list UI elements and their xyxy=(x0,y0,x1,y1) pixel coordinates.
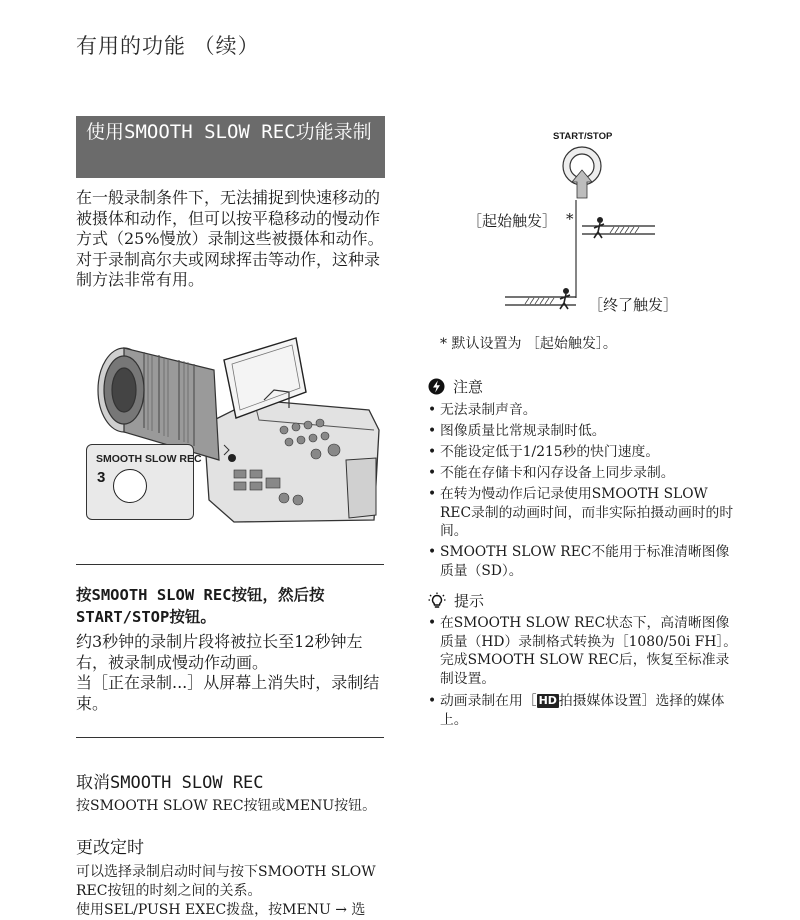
tip-item xyxy=(428,692,738,729)
change-timing-body-cut: 使用SEL/PUSH EXEC拨盘，按MENU → 选 xyxy=(76,902,366,918)
section-header: 使用SMOOTH SLOW REC功能录制 xyxy=(76,116,385,178)
note-item: • 无法录制声音。 xyxy=(428,401,738,420)
tips-title: 提示 xyxy=(454,592,485,610)
start-trigger-bar xyxy=(582,217,655,238)
intro-text xyxy=(76,188,386,291)
intro-paragraph-2: 对于录制高尔夫或网球挥击等动作，这种录制方法非常有用。 xyxy=(76,249,381,289)
smooth-slow-rec-callout xyxy=(86,444,202,520)
warning-icon xyxy=(428,378,445,395)
page-title: 有用的功能 （续） xyxy=(76,34,260,58)
start-stop-label: START/STOP xyxy=(553,131,613,142)
change-timing-body: 可以选择录制启动时间与按下SMOOTH SLOW REC按钮的时刻之间的关系。 xyxy=(76,864,376,899)
callout-step-number: 3 xyxy=(97,469,106,486)
end-trigger-label: ［终了触发］ xyxy=(588,296,679,314)
step-body xyxy=(76,632,386,714)
end-trigger-bar xyxy=(505,288,576,309)
note-item: • 在转为慢动作后记录使用SMOOTH SLOW REC录制的动画时间，而非实际拍摄动画时的时间。 xyxy=(428,485,738,541)
note-item: • SMOOTH SLOW REC不能用于标准清晰图像质量（SD）。 xyxy=(428,543,738,580)
notes-list xyxy=(428,401,738,583)
cancel-body: 按SMOOTH SLOW REC按钮或MENU按钮。 xyxy=(76,798,377,814)
tips-list xyxy=(428,614,738,732)
notes-title: 注意 xyxy=(453,378,484,396)
lightbulb-icon xyxy=(428,592,446,610)
timing-footnote: * 默认设置为 ［起始触发］。 xyxy=(440,336,617,352)
cancel-title: 取消SMOOTH SLOW REC xyxy=(76,773,264,793)
step-title: 按SMOOTH SLOW REC按钮，然后按START/STOP按钮。 xyxy=(76,586,325,626)
tip-text-pre: 动画录制在用［ xyxy=(440,693,537,709)
tip-text-post: 拍摄媒体设置］选择的媒体上。 xyxy=(440,693,725,728)
change-timing-title: 更改定时 xyxy=(76,838,144,858)
intro-paragraph-1: 在一般录制条件下，无法捕捉到快速移动的被摄体和动作，但可以按平稳移动的慢动作方式（25%慢放）录制这些被摄体和动作。 xyxy=(76,188,384,248)
note-item: • 不能在存储卡和闪存设备上同步录制。 xyxy=(428,464,738,483)
smooth-slow-rec-button-icon xyxy=(113,469,147,503)
notes-heading xyxy=(428,376,483,397)
divider xyxy=(76,737,384,738)
tips-heading xyxy=(428,590,484,611)
start-trigger-label: ［起始触发］ xyxy=(467,212,558,230)
step-body-2: 当［正在录制...］从屏幕上消失时，录制结束。 xyxy=(76,673,380,713)
callout-label: SMOOTH SLOW REC xyxy=(96,453,202,465)
note-item: • 图像质量比常规录制时低。 xyxy=(428,422,738,441)
note-item: • 不能设定低于1/215秒的快门速度。 xyxy=(428,443,738,462)
hd-media-icon: HD xyxy=(538,694,557,707)
divider xyxy=(76,564,384,565)
tip-item: • 在SMOOTH SLOW REC状态下，高清晰图像质量（HD）录制格式转换为［1080/50i FH］。完成SMOOTH SLOW REC后，恢复至标准录制设置。 xyxy=(428,614,738,688)
start-trigger-asterisk: * xyxy=(566,210,574,228)
step-body-1: 约3秒钟的录制片段将被拉长至12秒钟左右，被录制成慢动作动画。 xyxy=(76,632,363,672)
